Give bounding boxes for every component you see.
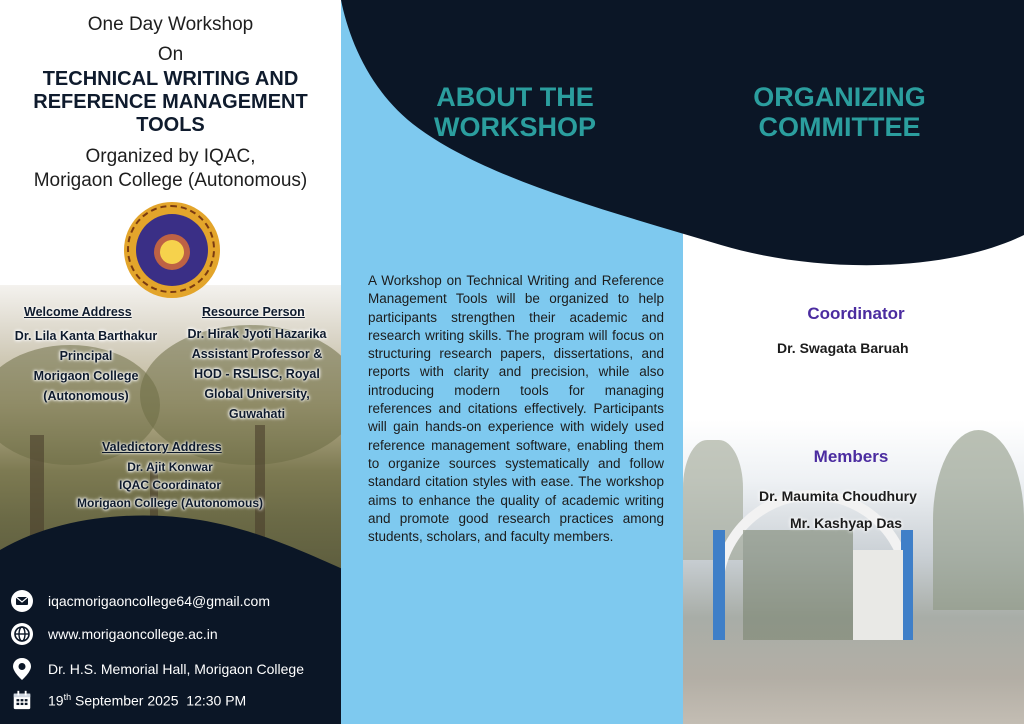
coordinator-name: Dr. Swagata Baruah bbox=[777, 340, 909, 356]
workshop-title: TECHNICAL WRITING AND REFERENCE MANAGEMENT TOOLS bbox=[33, 68, 308, 136]
valedictory-org: Morigaon College (Autonomous) bbox=[77, 496, 263, 510]
website-text[interactable]: www.morigaoncollege.ac.in bbox=[48, 626, 218, 642]
welcome-name: Dr. Lila Kanta Barthakur bbox=[14, 329, 158, 343]
resource-heading: Resource Person bbox=[202, 305, 305, 319]
resource-city: Guwahati bbox=[228, 407, 286, 421]
organizer-line-2: Morigaon College (Autonomous) bbox=[33, 170, 308, 191]
welcome-org-2: (Autonomous) bbox=[43, 389, 129, 403]
resource-details bbox=[176, 324, 338, 424]
organizer bbox=[0, 145, 341, 193]
coordinator-heading: Coordinator bbox=[807, 304, 905, 323]
valedictory-details bbox=[40, 458, 300, 512]
location-pin-icon bbox=[10, 657, 34, 681]
committee-title bbox=[737, 82, 942, 142]
title-on: On bbox=[157, 44, 184, 65]
middle-bottom-wave bbox=[341, 560, 683, 724]
valedictory-heading: Valedictory Address bbox=[102, 440, 222, 454]
organizer-line-1: Organized by IQAC, bbox=[85, 146, 256, 167]
about-title-line-2: WORKSHOP bbox=[434, 112, 596, 142]
valedictory-name: Dr. Ajit Konwar bbox=[127, 460, 213, 474]
about-body: A Workshop on Technical Writing and Reference Management Tools will be organized to help participants strengthen their academic and research writing skills. The program will focus on structuring research papers, dissertations, and reports with clarity and precision, while also introducing modern tools for managing references and citations effectively. Participants will gain hands-on experience with widely used reference management software, enabling them to organize sources systematically and follow standard citation styles with ease. The workshop aims to enhance the quality of academic writing and promote good research practices among students, scholars, and faculty members. bbox=[368, 273, 664, 545]
resource-org: Global University, bbox=[204, 387, 310, 401]
venue-text: Dr. H.S. Memorial Hall, Morigaon College bbox=[48, 661, 304, 677]
contact-venue bbox=[10, 656, 304, 682]
resource-role: Assistant Professor & bbox=[191, 347, 323, 361]
member-1: Dr. Maumita Choudhury bbox=[759, 488, 917, 504]
workshop-type: One Day Workshop bbox=[87, 14, 254, 35]
about-title bbox=[425, 82, 605, 142]
calendar-icon bbox=[10, 688, 34, 712]
date-rest: September 2025 12:30 PM bbox=[71, 692, 247, 709]
date-suffix: th bbox=[63, 691, 72, 702]
resource-name: Dr. Hirak Jyoti Hazarika bbox=[187, 327, 327, 341]
about-title-line-1: ABOUT THE bbox=[436, 82, 594, 112]
committee-title-line-2: COMMITTEE bbox=[758, 112, 921, 142]
welcome-org: Morigaon College bbox=[33, 369, 139, 383]
contact-email bbox=[10, 588, 270, 614]
globe-icon bbox=[10, 622, 34, 646]
member-2: Mr. Kashyap Das bbox=[790, 515, 903, 531]
date-text bbox=[48, 692, 246, 709]
college-logo bbox=[124, 202, 220, 298]
members-heading: Members bbox=[813, 447, 889, 466]
date-day: 19 bbox=[48, 692, 64, 709]
email-text[interactable]: iqacmorigaoncollege64@gmail.com bbox=[48, 593, 270, 609]
valedictory-role: IQAC Coordinator bbox=[119, 478, 221, 492]
welcome-heading: Welcome Address bbox=[24, 305, 132, 319]
welcome-details bbox=[6, 326, 166, 406]
contact-website bbox=[10, 621, 218, 647]
welcome-role: Principal bbox=[59, 349, 113, 363]
email-icon bbox=[10, 589, 34, 613]
contact-date bbox=[10, 687, 246, 713]
committee-title-line-1: ORGANIZING bbox=[753, 82, 926, 112]
resource-dept: HOD - RSLISC, Royal bbox=[194, 367, 320, 381]
